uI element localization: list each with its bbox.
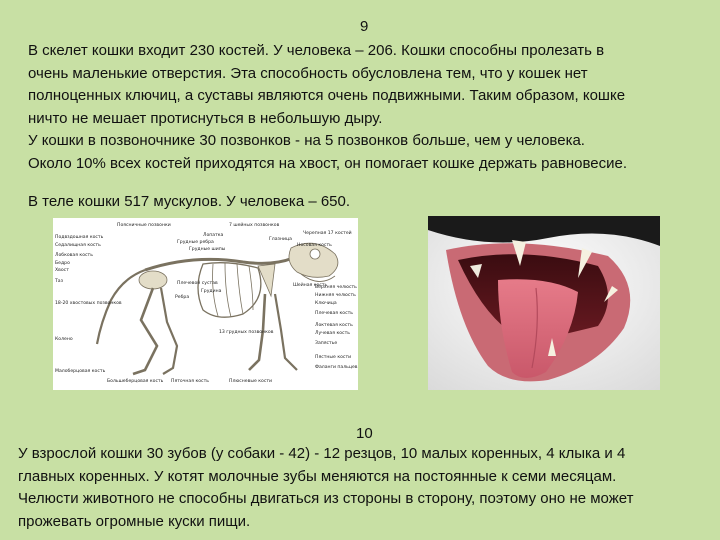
skeleton-label: Лопатка	[203, 233, 224, 238]
text-line: ничто не мешает протиснуться в небольшую дыру.	[28, 109, 383, 127]
cat-mouth-photo	[428, 216, 660, 390]
skeleton-drawing	[53, 218, 358, 390]
skeleton-label: Грудные шипы	[189, 247, 226, 252]
skeleton-label: Грудные ребра	[177, 240, 214, 245]
text-line: У кошки в позвоночнике 30 позвонков - на 5 позвонков больше, чем у человека.	[28, 132, 585, 149]
text-line: Около 10% всех костей приходятся на хвост, он помогает кошке держать равновесие.	[28, 154, 627, 172]
skeleton-label: Фаланги пальцев	[315, 365, 358, 370]
skeleton-label: 7 шейных позвонков	[229, 223, 280, 228]
skeleton-label: Грудина	[201, 289, 222, 294]
skeleton-label: Хвост	[55, 268, 69, 273]
skeleton-label: Ключица	[315, 301, 337, 306]
skeleton-label: 13 грудных позвонков	[219, 330, 274, 335]
text-line: прожевать огромные куски пищи.	[18, 512, 251, 530]
slide-number-9: 9	[360, 18, 369, 35]
skeleton-label: Поясничные позвонки	[117, 223, 171, 228]
skeleton-label: Черепная 17 костей	[303, 231, 352, 236]
skeleton-label: Пяточная кость	[171, 379, 209, 384]
skeleton-label: Верхняя челюсть	[315, 285, 357, 290]
skeleton-label: Шейная кость	[293, 283, 328, 288]
skeleton-label: 18-20 хвостовых позвонков	[55, 301, 122, 306]
skeleton-label: Бедро	[55, 261, 70, 266]
teeth-facts-paragraph	[18, 443, 633, 533]
skeleton-label: Пястные кости	[315, 355, 352, 360]
skeleton-label: Подвздошная кость	[55, 235, 104, 240]
skeleton-label: Таз	[55, 279, 64, 284]
text-line: очень маленькие отверстия. Эта способность обусловлена тем, что у кошек нет	[28, 64, 588, 82]
skeleton-label: Глазница	[269, 237, 292, 242]
skeleton-facts-paragraph	[28, 40, 627, 175]
skeleton-label: Седалищная кость	[55, 243, 101, 248]
text-line: полноценных ключиц, а суставы являются очень подвижными. Таким образом, кошке	[28, 87, 626, 104]
skeleton-label: Плечевой сустав	[177, 281, 218, 286]
muscles-fact-paragraph: В теле кошки 517 мускулов. У человека – 650.	[28, 193, 351, 210]
skeleton-label: Лучевая кость	[315, 331, 350, 336]
text-line: У взрослой кошки 30 зубов (у собаки - 42) - 12 резцов, 10 малых коренных, 4 клыка и 4	[18, 445, 626, 462]
cat-mouth-drawing	[428, 216, 660, 390]
skeleton-label: Ребра	[175, 295, 190, 300]
text-line: В скелет кошки входит 230 костей. У человека – 206. Кошки способны пролезать в	[28, 42, 605, 59]
cat-skeleton-diagram	[53, 218, 358, 390]
skeleton-label: Носовая кость	[297, 243, 332, 248]
skeleton-label: Малоберцовая кость	[55, 369, 106, 374]
skeleton-label: Лобковая кость	[55, 253, 93, 258]
skeleton-label: Колено	[55, 337, 73, 342]
skeleton-label: Нижняя челюсть	[315, 293, 356, 298]
skeleton-label: Большеберцовая кость	[107, 379, 164, 384]
text-line: Челюсти животного не способны двигаться из стороны в сторону, поэтому оно не может	[18, 490, 634, 507]
skeleton-label: Плечевая кость	[315, 311, 353, 316]
slide-number-10: 10	[356, 425, 373, 442]
skeleton-label: Плюсневые кости	[229, 379, 273, 384]
text-line: главных коренных. У котят молочные зубы меняются на постоянные к семи месяцам.	[18, 467, 617, 485]
skeleton-label: Локтевая кость	[315, 323, 353, 328]
skeleton-label: Запястье	[315, 341, 338, 346]
